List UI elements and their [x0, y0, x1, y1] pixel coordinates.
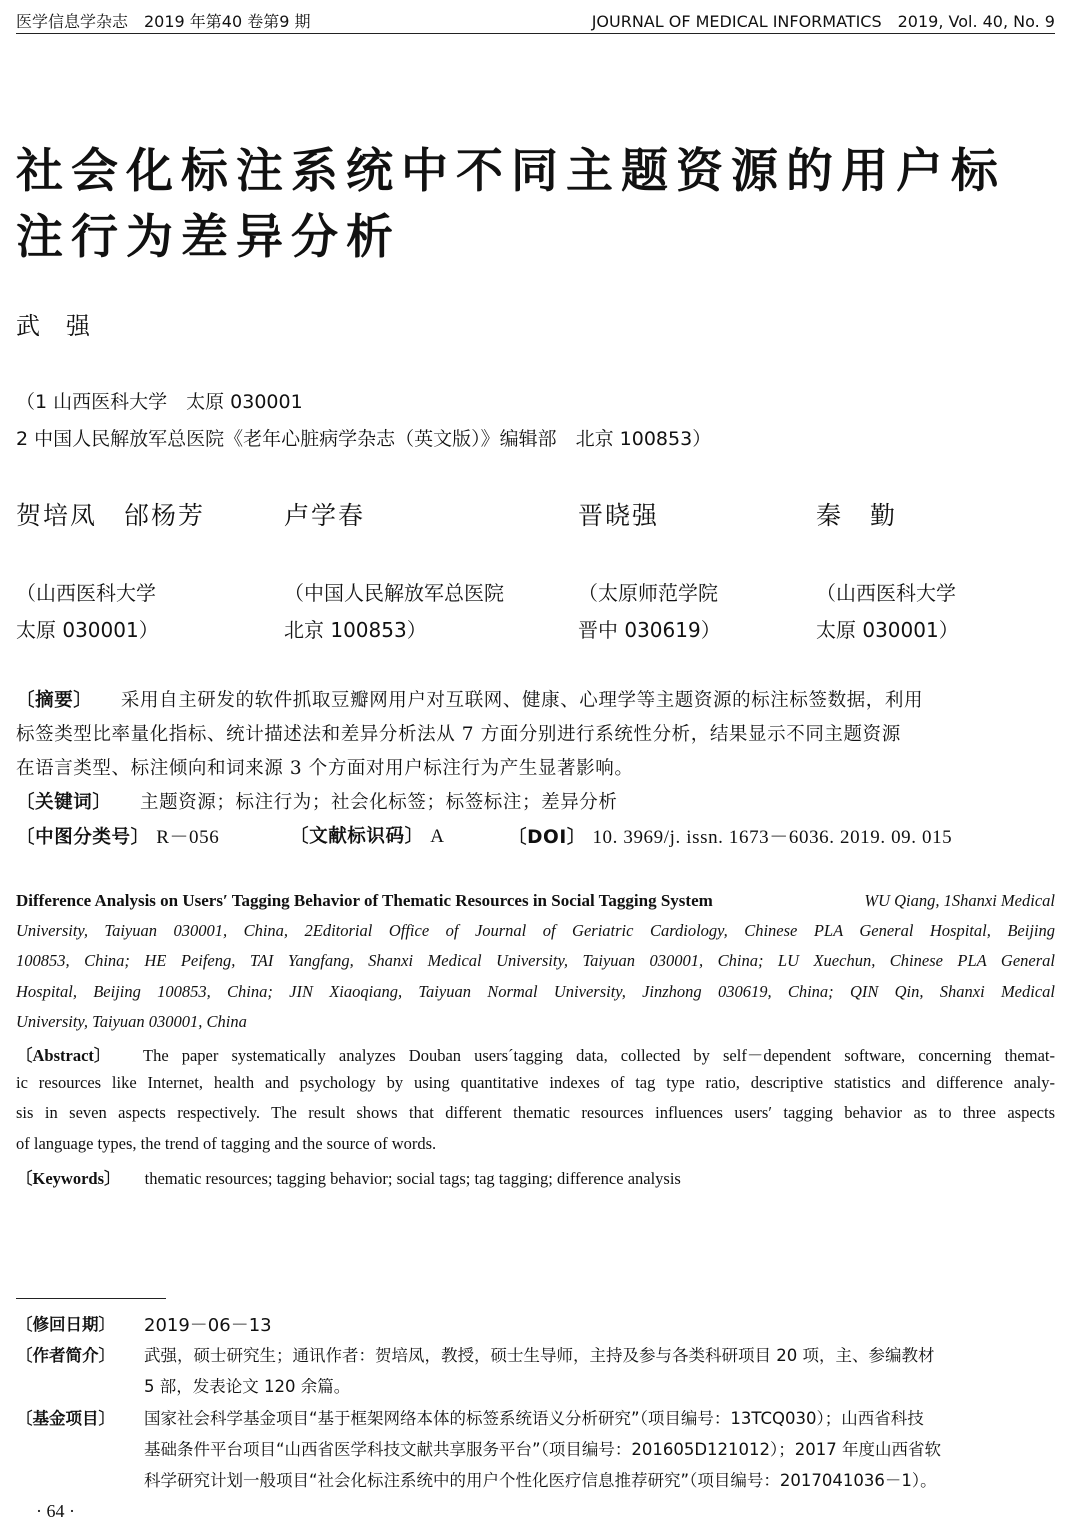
- fund-line: 国家社会科学基金项目“基于框架网络本体的标签系统语义分析研究”（项目编号：13TCQ030）；山西省科技: [144, 1409, 924, 1428]
- classification-doi: [508, 822, 952, 849]
- coauthor-affiliation: 太原 030001）: [16, 618, 159, 642]
- classification-clc: [16, 822, 219, 849]
- english-title-block: [16, 891, 1055, 911]
- coauthor-affiliation: 晋中 030619）: [578, 618, 721, 642]
- classification-doc: [290, 822, 445, 848]
- coauthor-name: 秦 勤: [816, 501, 898, 530]
- english-authors-line: 100853, China; HE Peifeng, TAI Yangfang, Shanxi Medical University, Taiyuan 030001, China; LU Xuechun, Chinese PLA General: [16, 951, 1055, 970]
- affiliation-1: （1 山西医科大学 太原 030001: [16, 391, 303, 413]
- keywords-en: [16, 1165, 1055, 1189]
- coauthor-affiliation: （山西医科大学: [16, 581, 156, 605]
- doc-label: 〔文献标识码〕: [290, 826, 424, 847]
- coauthor-affiliation: 太原 030001）: [816, 618, 959, 642]
- revised-date-label: 〔修回日期〕: [16, 1315, 115, 1334]
- header-rule: [16, 33, 1055, 34]
- keywords-en-label: 〔Keywords〕: [16, 1169, 121, 1188]
- coauthor-affiliation: 北京 100853）: [284, 618, 427, 642]
- keywords-en-text: thematic resources; tagging behavior; social tags; tag tagging; difference analysis: [144, 1169, 681, 1188]
- abstract-en-line: The paper systematically analyzes Douban users´tagging data, collected by self－dependent software, concerning themat-: [143, 1046, 1055, 1065]
- keywords-cn-text: 主题资源；标注行为；社会化标签；标签标注；差异分析: [140, 792, 618, 813]
- english-title: Difference Analysis on Users′ Tagging Behavior of Thematic Resources in Social Tagging System: [16, 891, 713, 910]
- revised-date-value: 2019－06－13: [144, 1315, 272, 1336]
- author-bio-line: 5 部，发表论文 120 余篇。: [144, 1377, 351, 1396]
- main-author: 武强: [16, 312, 116, 340]
- english-authors-line: University, Taiyuan 030001, China: [16, 1012, 247, 1031]
- paper-title-line-1: 社会化标注系统中不同主题资源的用户标: [16, 144, 1006, 199]
- abstract-cn-line: 标签类型比率量化指标、统计描述法和差异分析法从 7 方面分别进行系统性分析，结果显示不同主题资源: [16, 724, 901, 745]
- coauthor-affiliation: （太原师范学院: [578, 581, 718, 605]
- page-number: · 64 ·: [36, 1501, 75, 1521]
- doi-value: 10. 3969/j. issn. 1673－6036. 2019. 09. 015: [592, 827, 953, 848]
- abstract-cn-line: 采用自主研发的软件抓取豆瓣网用户对互联网、健康、心理学等主题资源的标注标签数据，利用: [120, 690, 924, 711]
- abstract-cn-line: 在语言类型、标注倾向和词来源 3 个方面对用户标注行为产生显著影响。: [16, 758, 634, 779]
- doc-value: A: [430, 826, 445, 847]
- keywords-cn: [16, 788, 618, 814]
- clc-value: R－056: [156, 827, 220, 848]
- abstract-en-label: 〔Abstract〕: [16, 1046, 111, 1065]
- running-head-right: JOURNAL OF MEDICAL INFORMATICS 2019, Vol. 40, No. 9: [591, 12, 1055, 31]
- abstract-en-line: of language types, the trend of tagging and the source of words.: [16, 1134, 437, 1153]
- running-head-left: 医学信息学杂志 2019 年第40 卷第9 期: [16, 12, 311, 31]
- fund-line: 基础条件平台项目“山西省医学科技文献共享服务平台”（项目编号：201605D121012）；2017 年度山西省软: [144, 1440, 942, 1459]
- english-authors-line: Hospital, Beijing 100853, China; JIN Xiaoqiang, Taiyuan Normal University, Jinzhong 030619, China; QIN Qin, Shanxi Medical: [16, 982, 1055, 1001]
- abstract-en-first-line: [16, 1042, 1055, 1066]
- abstract-cn: [16, 686, 923, 712]
- abstract-cn-label: 〔摘要〕: [16, 690, 93, 711]
- english-authors-line: University, Taiyuan 030001, China, 2Editorial Office of Journal of Geriatric Cardiology, Chinese PLA General Hospital, Beijing: [16, 921, 1055, 940]
- fund-label: 〔基金项目〕: [16, 1409, 115, 1428]
- fund-line: 科学研究计划一般项目“社会化标注系统中的用户个性化医疗信息推荐研究”（项目编号：2017041036－1）。: [144, 1471, 937, 1490]
- coauthor-affiliation: （中国人民解放军总医院: [284, 581, 504, 605]
- footnote-rule: [16, 1298, 166, 1299]
- abstract-en-line: sis in seven aspects respectively. The result shows that different thematic resources influences users′ tagging behavior as to three aspects: [16, 1103, 1055, 1122]
- coauthor-name: 卢学春: [284, 501, 366, 530]
- paper-title-line-2: 注行为差异分析: [16, 210, 401, 265]
- english-authors-line: WU Qiang, 1Shanxi Medical: [864, 891, 1055, 910]
- abstract-en-line: ic resources like Internet, health and psychology by using quantitative indexes of tag type ratio, descriptive statistics and difference analy-: [16, 1073, 1055, 1092]
- author-bio-label: 〔作者简介〕: [16, 1346, 115, 1365]
- coauthor-name: 晋晓强: [578, 501, 660, 530]
- doi-label: 〔DOI〕: [508, 827, 586, 848]
- keywords-cn-label: 〔关键词〕: [16, 792, 112, 813]
- affiliation-2: 2 中国人民解放军总医院《老年心脏病学杂志（英文版）》编辑部 北京 100853）: [16, 428, 712, 450]
- coauthor-name: 贺培凤 邰杨芳: [16, 501, 206, 530]
- author-bio-line: 武强，硕士研究生；通讯作者：贺培凤，教授，硕士生导师，主持及参与各类科研项目 20 项，主、参编教材: [144, 1346, 935, 1365]
- coauthor-affiliation: （山西医科大学: [816, 581, 956, 605]
- clc-label: 〔中图分类号〕: [16, 827, 150, 848]
